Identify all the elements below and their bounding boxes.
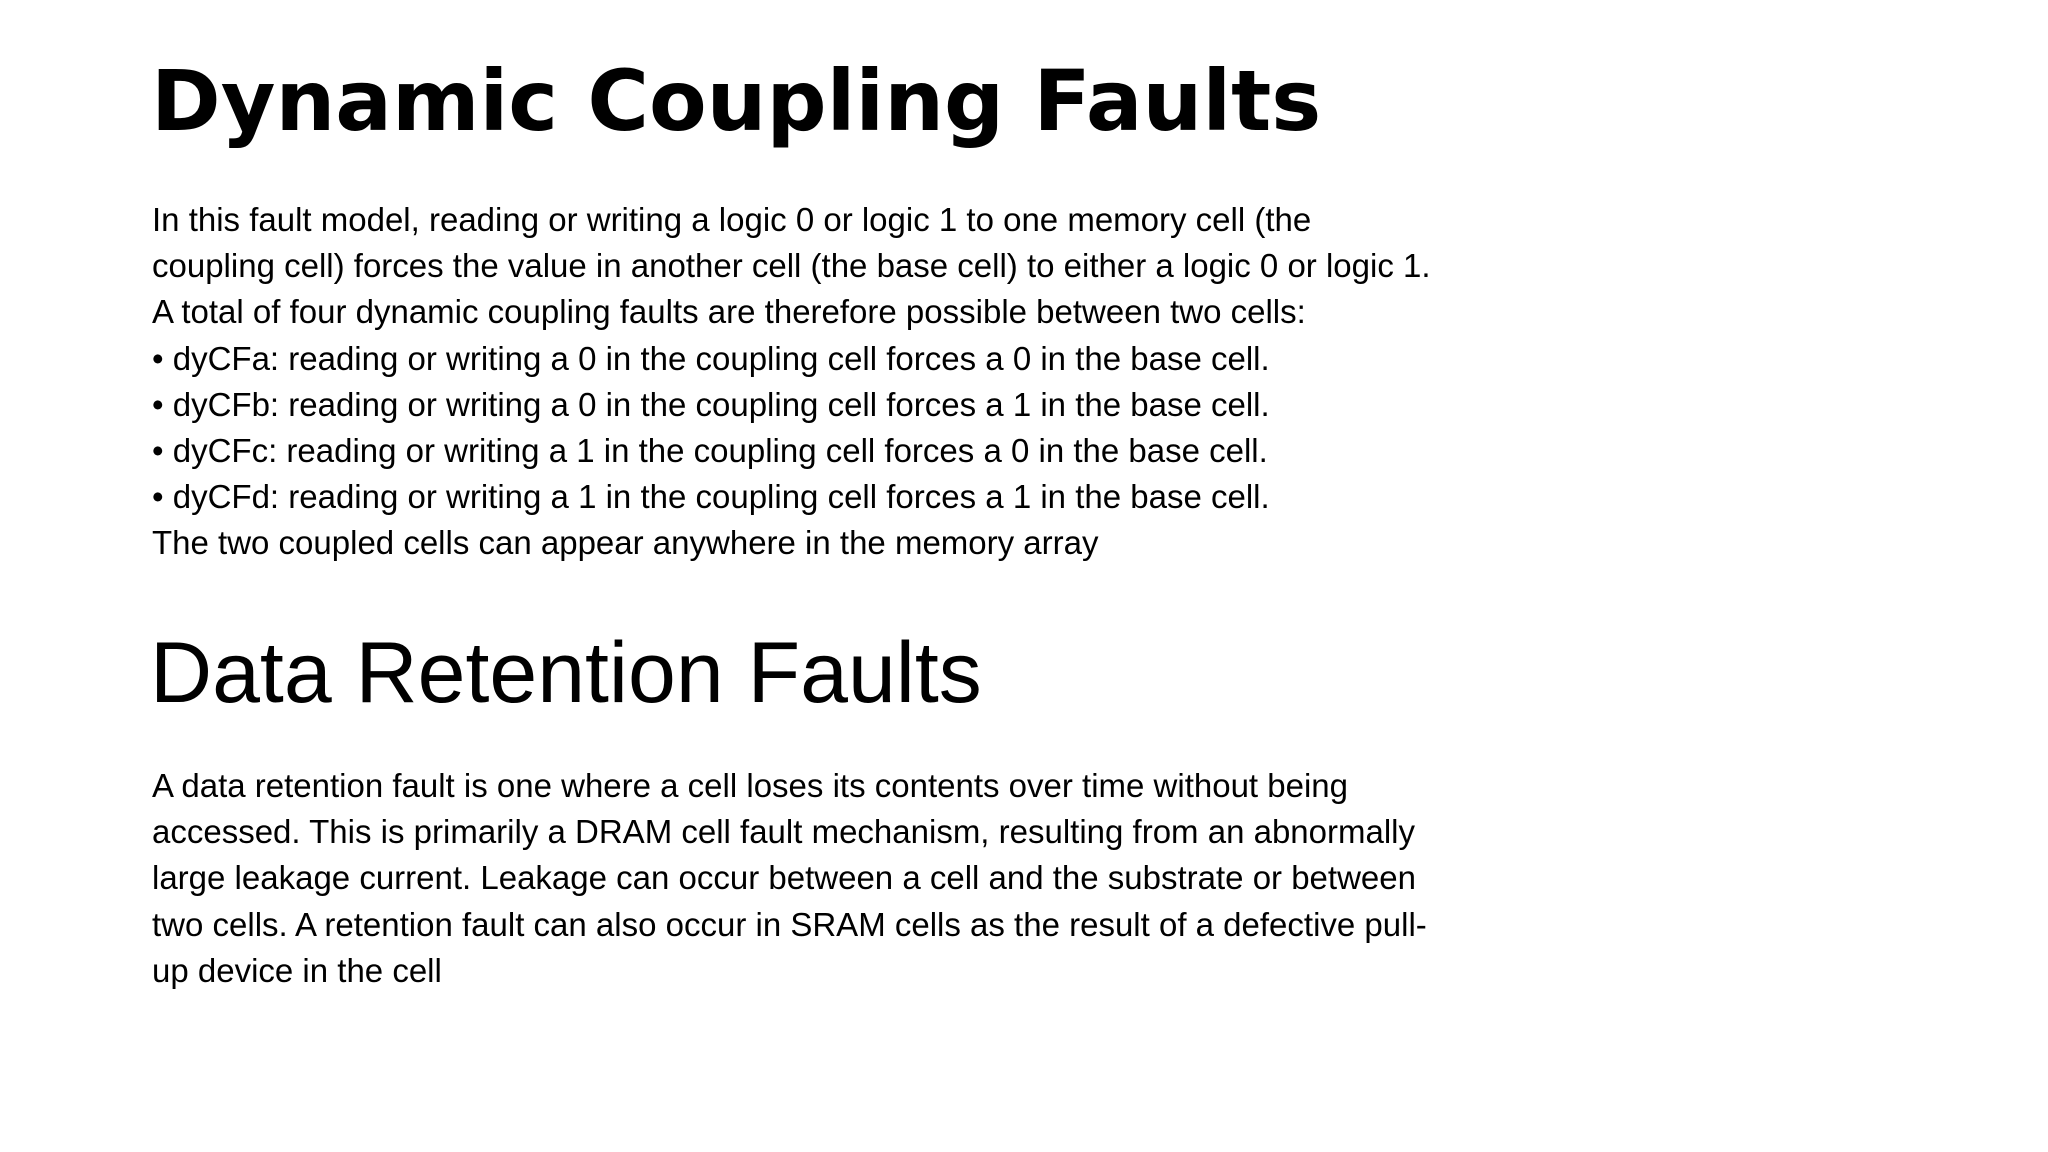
body-line: up device in the cell bbox=[152, 951, 442, 989]
body-line: accessed. This is primarily a DRAM cell fault mechanism, resulting from an abnormally bbox=[152, 813, 1415, 851]
body-line: The two coupled cells can appear anywhere in the memory array bbox=[152, 524, 1099, 562]
bullet-item-dycfb: • dyCFb: reading or writing a 0 in the coupling cell forces a 1 in the base cell. bbox=[152, 385, 1270, 423]
bullet-item-dycfa: • dyCFa: reading or writing a 0 in the coupling cell forces a 0 in the base cell. bbox=[152, 339, 1270, 377]
bullet-item-dycfd: • dyCFd: reading or writing a 1 in the coupling cell forces a 1 in the base cell. bbox=[152, 478, 1270, 516]
body-line: large leakage current. Leakage can occur between a cell and the substrate or between bbox=[152, 859, 1416, 897]
section-title-data-retention-faults: Data Retention Faults bbox=[150, 625, 982, 721]
body-line: two cells. A retention fault can also occur in SRAM cells as the result of a defective pull- bbox=[152, 905, 1427, 943]
body-line: coupling cell) forces the value in another cell (the base cell) to either a logic 0 or logic 1. bbox=[152, 247, 1431, 285]
bullet-item-dycfc: • dyCFc: reading or writing a 1 in the coupling cell forces a 0 in the base cell. bbox=[152, 432, 1268, 470]
body-line: A total of four dynamic coupling faults are therefore possible between two cells: bbox=[152, 293, 1306, 331]
section-body-data-retention-faults bbox=[152, 763, 1552, 994]
section-title-dynamic-coupling-faults: Dynamic Coupling Faults bbox=[151, 52, 1322, 150]
body-line: In this fault model, reading or writing a logic 0 or logic 1 to one memory cell (the bbox=[152, 201, 1312, 238]
section-body-dynamic-coupling-faults bbox=[152, 197, 1552, 567]
body-line: A data retention fault is one where a cell loses its contents over time without being bbox=[152, 767, 1349, 804]
